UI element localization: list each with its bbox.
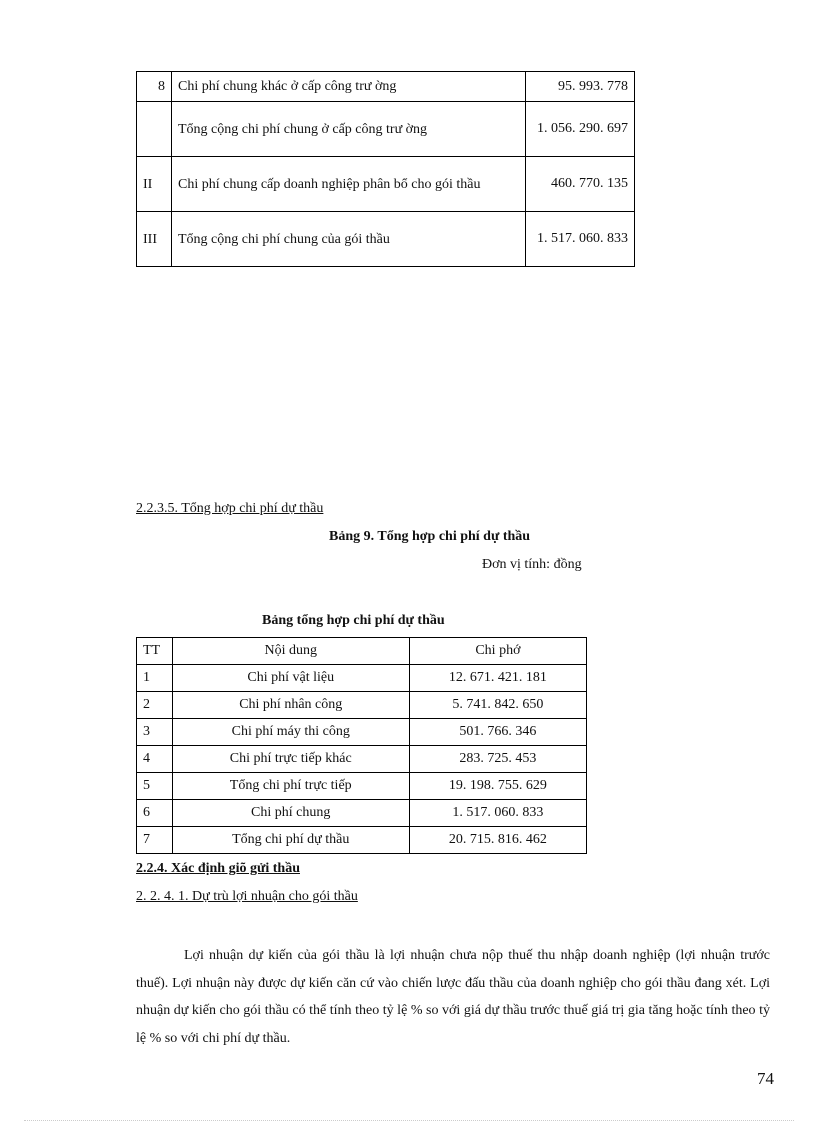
page-number: 74 xyxy=(757,1069,774,1088)
section-heading-2-2-4-1: 2. 2. 4. 1. Dự trù lợi nhuận cho gói thầu xyxy=(136,889,358,904)
row-number: 1 xyxy=(137,665,173,692)
row-number: II xyxy=(137,157,172,212)
header-tt: TT xyxy=(137,638,173,665)
table-row xyxy=(137,102,635,157)
table-row xyxy=(137,800,587,827)
table-row xyxy=(137,72,635,102)
row-number: III xyxy=(137,212,172,267)
row-content: Tổng chi phí trực tiếp xyxy=(172,773,409,800)
row-number: 2 xyxy=(137,692,173,719)
section-title: 2.2.3.5. Tổng hợp chi phí dự thầu xyxy=(136,501,324,516)
row-content: Chi phí nhân công xyxy=(172,692,409,719)
bid-cost-summary-table xyxy=(136,637,587,854)
table-row xyxy=(137,212,635,267)
table-row xyxy=(137,827,587,854)
row-number: 3 xyxy=(137,719,173,746)
body-paragraph: Lợi nhuận dự kiến của gói thầu là lợi nhuận chưa nộp thuế thu nhập doanh nghiệp (lợi nhuận trước thuế). Lợi nhuận này được dự kiến căn cứ vào chiến lược đấu thầu của doanh nghiệp cho gói thầu đang xét. Lợi nhuận dự kiến cho gói thầu có thể tính theo tỷ lệ % so với giá dự thầu trước thuế giá trị gia tăng hoặc tính theo tỷ lệ % so với chi phí dự thầu. xyxy=(136,948,770,1046)
row-content: Chi phí trực tiếp khác xyxy=(172,746,409,773)
row-content: Chi phí chung khác ở cấp công trư ờng xyxy=(172,72,526,102)
table-header-row xyxy=(137,638,587,665)
unit-label: Đơn vị tính: đồng xyxy=(482,557,582,572)
row-number: 5 xyxy=(137,773,173,800)
row-content: Chi phí vật liệu xyxy=(172,665,409,692)
section-heading-2-2-4: 2.2.4. Xác định giõ gửi thầu xyxy=(136,861,300,876)
table-row xyxy=(137,692,587,719)
summary-table-title: Bảng tổng hợp chi phí dự thầu xyxy=(262,613,445,628)
row-value: 283. 725. 453 xyxy=(409,746,586,773)
row-value: 20. 715. 816. 462 xyxy=(409,827,586,854)
header-cost: Chi phớ xyxy=(409,638,586,665)
table-caption: Bảng 9. Tổng hợp chi phí dự thầu xyxy=(329,529,531,544)
row-value: 501. 766. 346 xyxy=(409,719,586,746)
row-number: 4 xyxy=(137,746,173,773)
row-content: Chi phí chung cấp doanh nghiệp phân bổ cho gói thầu xyxy=(172,157,526,212)
row-content: Tổng chi phí dự thầu xyxy=(172,827,409,854)
row-value: 1. 056. 290. 697 xyxy=(526,102,635,157)
overhead-cost-table xyxy=(136,71,635,267)
row-value: 12. 671. 421. 181 xyxy=(409,665,586,692)
row-number: 8 xyxy=(137,72,172,102)
table-row xyxy=(137,719,587,746)
row-number: 7 xyxy=(137,827,173,854)
row-value: 1. 517. 060. 833 xyxy=(409,800,586,827)
row-value: 19. 198. 755. 629 xyxy=(409,773,586,800)
row-number xyxy=(137,102,172,157)
table-row xyxy=(137,665,587,692)
table-row xyxy=(137,746,587,773)
row-content: Chi phí chung xyxy=(172,800,409,827)
row-value: 1. 517. 060. 833 xyxy=(526,212,635,267)
row-value: 460. 770. 135 xyxy=(526,157,635,212)
row-value: 5. 741. 842. 650 xyxy=(409,692,586,719)
header-content: Nội dung xyxy=(172,638,409,665)
table-row xyxy=(137,773,587,800)
row-content: Tổng cộng chi phí chung ở cấp công trư ờng xyxy=(172,102,526,157)
footer-divider xyxy=(24,1120,794,1121)
row-content: Tổng cộng chi phí chung của gói thầu xyxy=(172,212,526,267)
row-number: 6 xyxy=(137,800,173,827)
table-row xyxy=(137,157,635,212)
row-value: 95. 993. 778 xyxy=(526,72,635,102)
row-content: Chi phí máy thi công xyxy=(172,719,409,746)
